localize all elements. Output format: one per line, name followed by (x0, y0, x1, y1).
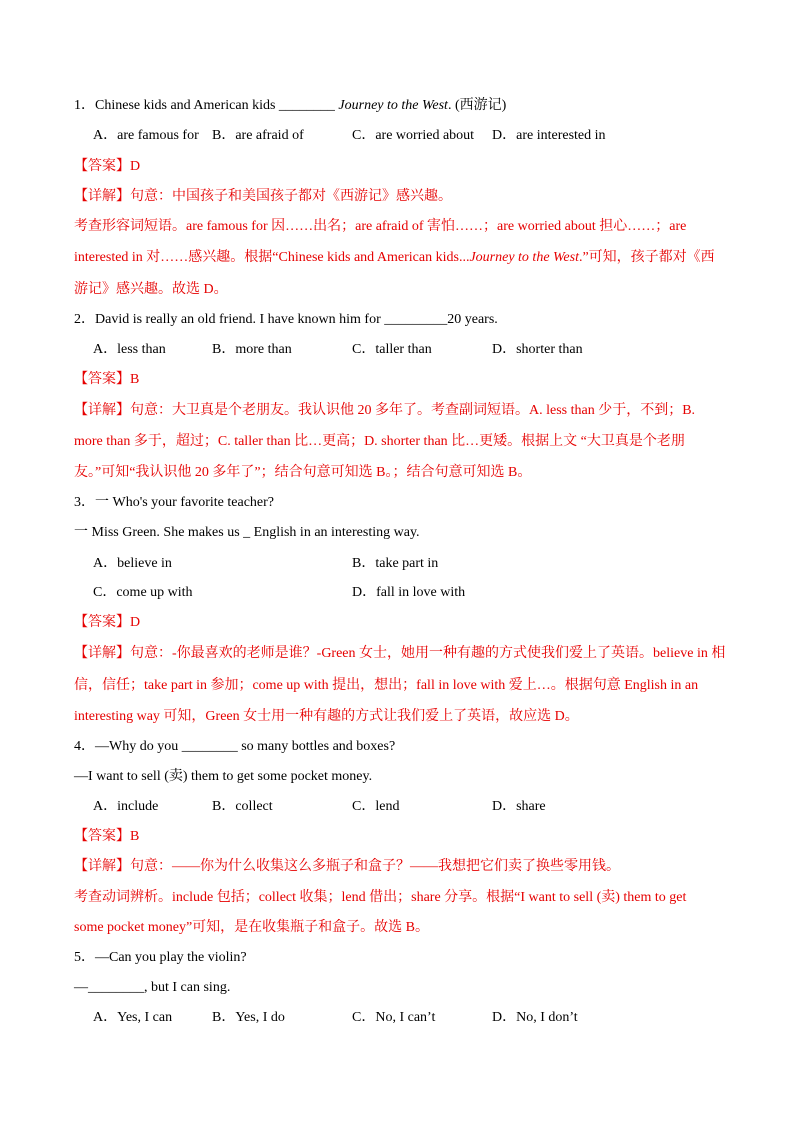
q3-option-c: C．come up with (93, 585, 193, 600)
q1-detail-line-3 (74, 249, 715, 267)
question-1-stem (74, 97, 506, 115)
q4-answer: 【答案】B (74, 829, 140, 844)
question-5-stem-line-1: 5．—Can you play the violin? (74, 950, 247, 965)
question-3-stem-line-1: 3．一 Who's your favorite teacher? (74, 495, 274, 510)
q4-detail-line-1: 【详解】句意：——你为什么收集这么多瓶子和盒子？——我想把它们卖了换些零用钱。 (74, 859, 620, 874)
q1-detail-3-tail: .”可知，孩子都对《西 (578, 250, 715, 265)
q4-detail-line-3: some pocket money”可知，是在收集瓶子和盒子。故选 B。 (74, 920, 430, 935)
q3-detail-line-1: 【详解】句意：-你最喜欢的老师是谁？-Green 女士，她用一种有趣的方式使我们爱上了英语。believe in 相 (74, 646, 726, 661)
q1-stem-text: 1．Chinese kids and American kids ________ (74, 98, 339, 113)
q5-option-d: D．No, I don’t (492, 1010, 578, 1025)
q2-detail-line-1: 【详解】句意：大卫真是个老朋友。我认识他 20 多年了。考查副词短语。A. less than 少于，不到；B. (74, 403, 696, 418)
q1-detail-line-4: 游记》感兴趣。故选 D。 (74, 282, 228, 297)
q4-option-c: C．lend (352, 799, 400, 814)
question-3-stem-line-2: 一 Miss Green. She makes us _ English in an interesting way. (74, 525, 420, 540)
q4-option-a: A．include (93, 799, 159, 814)
q1-option-b: B．are afraid of (212, 128, 304, 143)
q1-detail-line-1: 【详解】句意：中国孩子和美国孩子都对《西游记》感兴趣。 (74, 189, 452, 204)
q5-option-b: B．Yes, I do (212, 1010, 285, 1025)
q4-option-b: B．collect (212, 799, 273, 814)
q2-detail-line-2: more than 多于，超过；C. taller than 比…更高；D. shorter than 比…更矮。根据上文 “大卫真是个老朋 (74, 434, 685, 449)
q3-detail-line-2: 信，信任；take part in 参加；come up with 提出，想出；fall in love with 爱上…。根据句意 English in an (74, 678, 699, 693)
q2-option-b: B．more than (212, 342, 292, 357)
question-4-stem-line-2: —I want to sell (卖) them to get some pocket money. (74, 769, 373, 784)
q3-detail-line-3: interesting way 可知，Green 女士用一种有趣的方式让我们爱上了英语，故应选 D。 (74, 709, 579, 724)
q2-answer: 【答案】B (74, 372, 140, 387)
q4-detail-line-2: 考查动词辨析。include 包括；collect 收集；lend 借出；share 分享。根据“I want to sell (卖) them to get (74, 890, 687, 905)
q1-answer: 【答案】D (74, 159, 141, 174)
q1-option-c: C．are worried about (352, 128, 475, 143)
q2-option-d: D．shorter than (492, 342, 583, 357)
question-4-stem-line-1: 4．—Why do you ________ so many bottles and boxes? (74, 739, 396, 754)
q2-detail-line-3: 友。”可知“我认识他 20 多年了”；结合句意可知选 B。；结合句意可知选 B。 (74, 465, 532, 480)
question-2-stem: 2．David is really an old friend. I have known him for _________20 years. (74, 312, 498, 327)
q2-option-c: C．taller than (352, 342, 432, 357)
q5-option-a: A．Yes, I can (93, 1010, 173, 1025)
q3-option-a: A．believe in (93, 556, 172, 571)
q1-detail-3-text: interested in 对……感兴趣。根据“Chinese kids and American kids... (74, 250, 470, 265)
q3-answer: 【答案】D (74, 615, 141, 630)
q3-option-d: D．fall in love with (352, 585, 466, 600)
q1-stem-title: Journey to the West (338, 98, 448, 113)
q1-option-d: D．are interested in (492, 128, 606, 143)
q1-stem-tail: . (西游记) (447, 98, 507, 113)
q1-detail-line-2: 考查形容词短语。are famous for 因……出名；are afraid of 害怕……；are worried about 担心……；are (74, 219, 687, 234)
q1-option-a: A．are famous for (93, 128, 199, 143)
q1-detail-3-title: Journey to the West (469, 250, 579, 265)
q2-option-a: A．less than (93, 342, 166, 357)
q4-option-d: D．share (492, 799, 546, 814)
q3-option-b: B．take part in (352, 556, 439, 571)
question-5-stem-line-2: —________, but I can sing. (74, 980, 231, 995)
q5-option-c: C．No, I can’t (352, 1010, 436, 1025)
